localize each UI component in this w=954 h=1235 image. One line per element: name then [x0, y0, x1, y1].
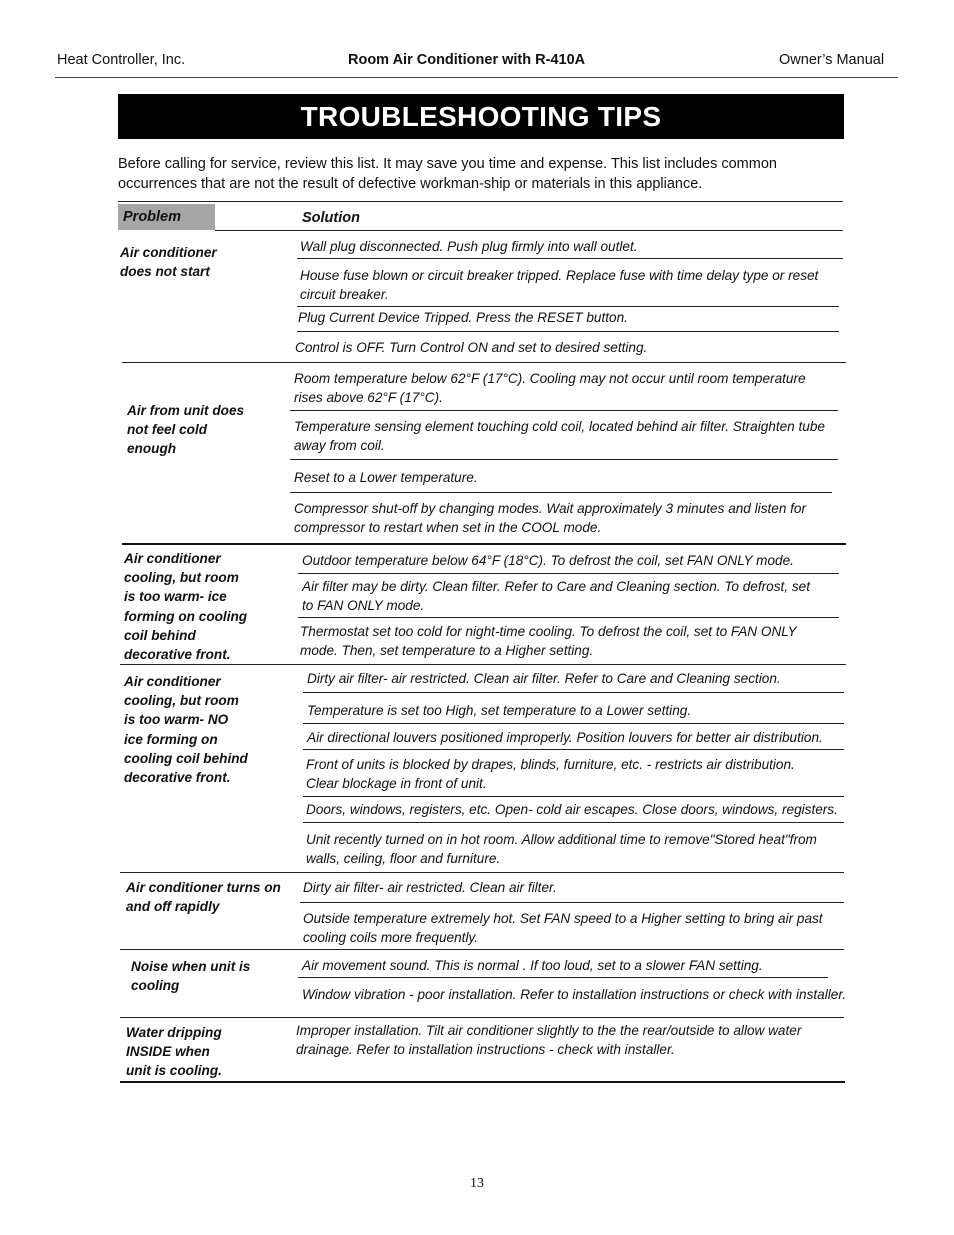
solution-item: Temperature is set too High, set temperature to a Lower setting. — [307, 703, 692, 718]
solution-item: Air directional louvers positioned improperly. Position louvers for better air distribution. — [307, 730, 823, 745]
row-divider — [122, 362, 846, 363]
row-divider — [298, 573, 839, 574]
row-divider — [297, 331, 839, 332]
header-underline — [215, 230, 843, 231]
solution-item: Doors, windows, registers, etc. Open- cold air escapes. Close doors, windows, registers. — [306, 802, 838, 817]
row-divider — [303, 749, 844, 750]
solution-item: Front of units is blocked by drapes, blinds, furniture, etc. - restricts air distribution. Clear blockage in front of unit. — [306, 757, 795, 791]
row-divider — [303, 796, 844, 797]
solution-item: Wall plug disconnected. Push plug firmly into wall outlet. — [300, 239, 638, 254]
solution-item: Plug Current Device Tripped. Press the RESET button. — [298, 310, 628, 325]
solution-item: Compressor shut-off by changing modes. Wait approximately 3 minutes and listen for compressor to restart when set in the COOL mode. — [294, 501, 807, 535]
row-divider — [290, 410, 838, 411]
row-divider — [120, 1017, 844, 1018]
problem-cycles-rapidly: Air conditioner turns on and off rapidly — [126, 880, 281, 915]
problem-water-dripping: Water dripping INSIDE when unit is cooling. — [126, 1025, 222, 1079]
header-manual-type: Owner’s Manual — [779, 52, 885, 68]
row-divider — [122, 543, 846, 545]
row-divider — [303, 692, 844, 693]
row-divider — [303, 822, 844, 823]
row-divider — [298, 617, 839, 618]
problem-not-cold-enough: Air from unit does not feel cold enough — [127, 403, 245, 457]
solution-item: Thermostat set too cold for night-time cooling. To defrost the coil, set to FAN ONLY mode. Then, set temperature to a Higher setting. — [300, 624, 797, 658]
solution-item: Temperature sensing element touching cold coil, located behind air filter. Straighten tube away from coil. — [294, 419, 825, 453]
solution-item: Improper installation. Tilt air conditioner slightly to the the rear/outside to allow water drainage. Refer to installation instructions - check with installer. — [296, 1023, 802, 1057]
problem-ice-forming: Air conditioner cooling, but room is too warm- ice forming on cooling coil behind decorative front. — [124, 551, 248, 663]
solution-item: Unit recently turned on in hot room. Allow additional time to remove"Stored heat"from walls, ceiling, floor and furniture. — [306, 832, 817, 866]
problem-no-ice: Air conditioner cooling, but room is too warm- NO ice forming on cooling coil behind decorative front. — [124, 674, 248, 786]
table-bottom-rule — [120, 1081, 845, 1083]
solution-item: Dirty air filter- air restricted. Clean air filter. Refer to Care and Cleaning section. — [307, 671, 781, 686]
header-company: Heat Controller, Inc. — [57, 52, 186, 68]
row-divider — [290, 459, 838, 460]
row-divider — [303, 723, 844, 724]
problem-does-not-start: Air conditioner does not start — [120, 245, 217, 280]
solution-column-header: Solution — [302, 210, 360, 226]
solution-item: Room temperature below 62°F (17°C). Cooling may not occur until room temperature rises above 62°F (17°C). — [294, 371, 806, 405]
row-divider — [290, 492, 832, 493]
page-number: 13 — [470, 1176, 484, 1191]
row-divider — [300, 902, 844, 903]
intro-paragraph: Before calling for service, review this list. It may save you time and expense. This list includes common occurrences that are not the result of defective workman-ship or materials in this appliance. — [118, 156, 777, 192]
row-divider — [120, 872, 844, 873]
solution-item: Air filter may be dirty. Clean filter. Refer to Care and Cleaning section. To defrost, set to FAN ONLY mode. — [302, 579, 810, 613]
problem-noise: Noise when unit is cooling — [131, 959, 251, 994]
problem-column-header: Problem — [118, 204, 215, 230]
row-divider — [298, 977, 828, 978]
row-divider — [297, 306, 839, 307]
row-divider — [120, 949, 844, 950]
table-top-rule — [118, 201, 843, 202]
solution-item: Reset to a Lower temperature. — [294, 470, 478, 485]
row-divider — [297, 258, 843, 259]
solution-item: Air movement sound. This is normal . If too loud, set to a slower FAN setting. — [302, 958, 763, 973]
solution-item: Outdoor temperature below 64°F (18°C). To defrost the coil, set FAN ONLY mode. — [302, 553, 794, 568]
solution-item: Window vibration - poor installation. Refer to installation instructions or check with installer. — [302, 987, 847, 1002]
solution-item: Control is OFF. Turn Control ON and set to desired setting. — [295, 340, 648, 355]
solution-item: House fuse blown or circuit breaker tripped. Replace fuse with time delay type or reset circuit breaker. — [300, 268, 819, 302]
solution-item: Outside temperature extremely hot. Set FAN speed to a Higher setting to bring air past cooling coils more frequently. — [303, 911, 823, 945]
header-divider — [55, 77, 898, 78]
header-document-title: Room Air Conditioner with R-410A — [348, 52, 586, 68]
solution-item: Dirty air filter- air restricted. Clean air filter. — [303, 880, 557, 895]
row-divider — [120, 664, 846, 665]
page-title: TROUBLESHOOTING TIPS — [118, 94, 844, 139]
